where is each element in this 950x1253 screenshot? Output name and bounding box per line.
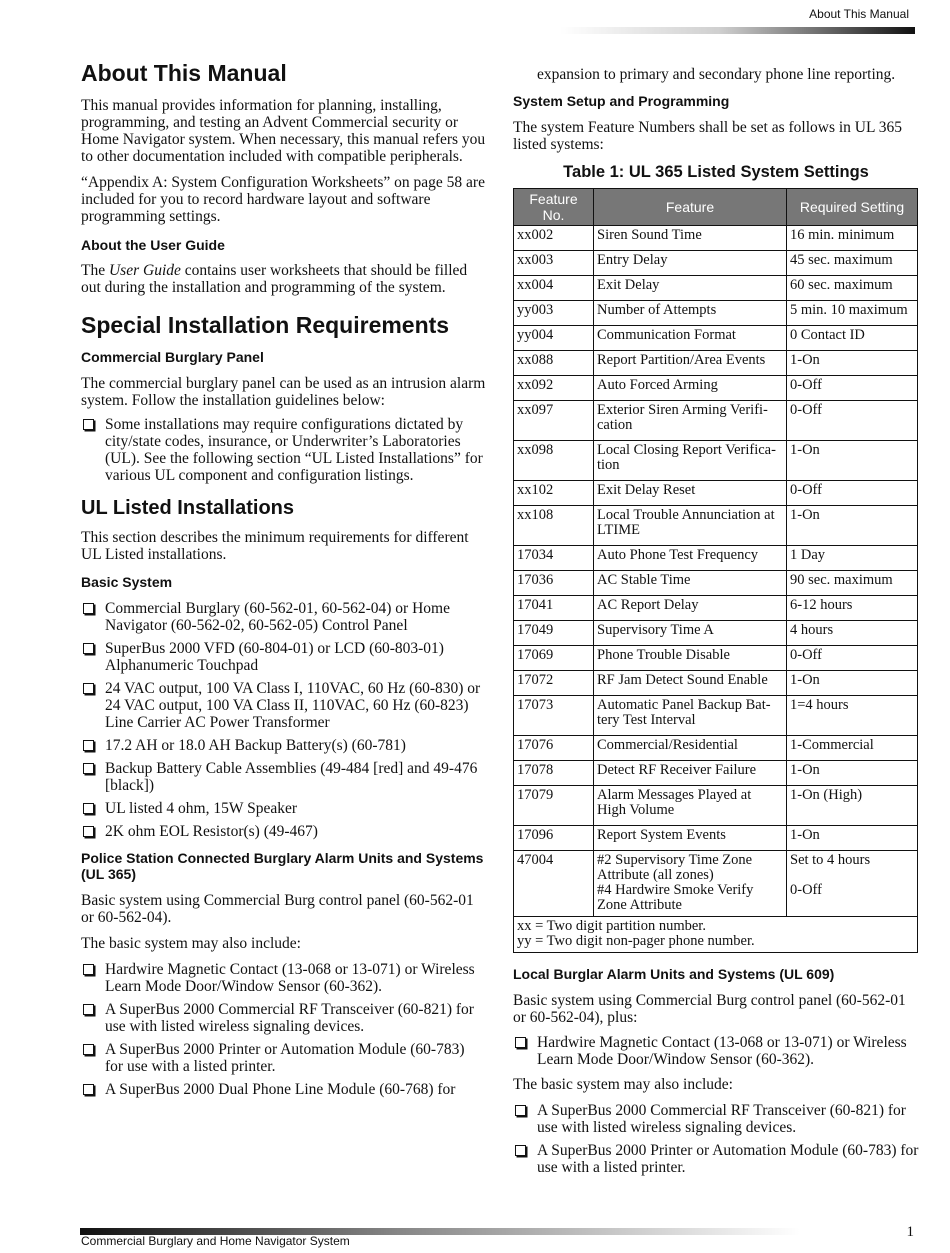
list-item-text: Some installations may require configurations dictated by city/state codes, insurance, or Underwriter’s Laboratories (UL). See the following section “UL Listed Installations” for various UL component and configuration listings.	[105, 415, 483, 484]
feature-no-cell: xx004	[514, 275, 594, 300]
table-row	[514, 735, 918, 760]
list-item	[81, 800, 486, 817]
checkbox-bullet-icon	[83, 803, 94, 814]
table-row	[514, 400, 918, 440]
running-head: About This Manual	[809, 7, 909, 21]
feature-no-cell: 17073	[514, 695, 594, 735]
table-row	[514, 620, 918, 645]
table-row	[514, 275, 918, 300]
local-paragraph-2: The basic system may also include:	[513, 1075, 733, 1093]
checkbox-bullet-icon	[83, 1044, 94, 1055]
setting-cell: 1-On	[787, 350, 918, 375]
feature-cell: #2 Supervisory Time Zone Attribute (all zones) #4 Hardwire Smoke Verify Zone Attribute	[594, 850, 787, 916]
feature-cell: Report Partition/Area Events	[594, 350, 787, 375]
police-list	[81, 961, 486, 1098]
table-row	[514, 250, 918, 275]
table-notes-row	[514, 916, 918, 952]
setting-cell: 1=4 hours	[787, 695, 918, 735]
table-row	[514, 325, 918, 350]
setting-cell: 1-On	[787, 670, 918, 695]
list-item-text: Hardwire Magnetic Contact (13-068 or 13-071) or Wireless Learn Mode Door/Window Sensor (60-362).	[105, 961, 475, 996]
feature-cell: Communication Format	[594, 325, 787, 350]
table-row	[514, 760, 918, 785]
table-row	[514, 300, 918, 325]
cbp-list	[81, 416, 486, 484]
setting-cell: 6-12 hours	[787, 595, 918, 620]
left-column	[81, 60, 486, 1104]
feature-cell: Detect RF Receiver Failure	[594, 760, 787, 785]
setup-heading: System Setup and Programming	[513, 93, 730, 109]
list-item	[81, 760, 486, 794]
table-row	[514, 570, 918, 595]
checkbox-bullet-icon	[83, 643, 94, 654]
feature-cell: Auto Phone Test Frequency	[594, 545, 787, 570]
feature-no-cell: 17034	[514, 545, 594, 570]
list-item	[513, 1102, 919, 1136]
local-paragraph-1: Basic system using Commercial Burg control panel (60-562-01 or 60-562-04), plus:	[513, 991, 906, 1026]
table-row	[514, 350, 918, 375]
police-paragraph-2: The basic system may also include:	[81, 935, 301, 953]
continued-text: expansion to primary and secondary phone line reporting.	[537, 66, 896, 83]
cbp-heading: Commercial Burglary Panel	[81, 348, 264, 365]
feature-cell: RF Jam Detect Sound Enable	[594, 670, 787, 695]
feature-no-cell: 17078	[514, 760, 594, 785]
table-row	[514, 825, 918, 850]
feature-cell: Alarm Messages Played at High Volume	[594, 785, 787, 825]
setting-cell: 0-Off	[787, 645, 918, 670]
feature-cell: Local Trouble Annunciation at LTIME	[594, 505, 787, 545]
about-title: About This Manual	[81, 60, 287, 86]
list-item	[81, 1081, 486, 1098]
checkbox-bullet-icon	[83, 419, 94, 430]
table-body	[514, 225, 918, 952]
checkbox-bullet-icon	[83, 1004, 94, 1015]
feature-cell: Report System Events	[594, 825, 787, 850]
setting-cell: 1-On	[787, 760, 918, 785]
list-item-text: A SuperBus 2000 Commercial RF Transceiver (60-821) for use with listed wireless signaling devices.	[105, 1001, 474, 1036]
checkbox-bullet-icon	[83, 1084, 94, 1095]
header-required-setting: Required Setting	[787, 188, 918, 225]
header-feature-no: Feature No.	[514, 188, 594, 225]
checkbox-bullet-icon	[83, 964, 94, 975]
footer-text: Commercial Burglary and Home Navigator System	[81, 1234, 350, 1248]
table-note: xx = Two digit partition number.	[517, 917, 706, 934]
setting-cell: 1-On (High)	[787, 785, 918, 825]
list-item	[81, 823, 486, 840]
table-row	[514, 695, 918, 735]
setting-cell: 45 sec. maximum	[787, 250, 918, 275]
setting-cell: 0-Off	[787, 480, 918, 505]
list-item-text: 17.2 AH or 18.0 AH Backup Battery(s) (60-781)	[105, 736, 406, 754]
checkbox-bullet-icon	[515, 1145, 526, 1156]
setting-cell: 90 sec. maximum	[787, 570, 918, 595]
table-row	[514, 440, 918, 480]
feature-cell: Commercial/Residential	[594, 735, 787, 760]
feature-no-cell: 47004	[514, 850, 594, 916]
table-row	[514, 645, 918, 670]
list-item-text: Hardwire Magnetic Contact (13-068 or 13-071) or Wireless Learn Mode Door/Window Sensor (60-362).	[537, 1033, 907, 1068]
table-title: Table 1: UL 365 Listed System Settings	[563, 162, 869, 181]
list-item-text: UL listed 4 ohm, 15W Speaker	[105, 799, 297, 817]
ul-title: UL Listed Installations	[81, 496, 294, 519]
user-guide-heading: About the User Guide	[81, 236, 225, 253]
setting-cell: 1-On	[787, 505, 918, 545]
setting-cell: 4 hours	[787, 620, 918, 645]
local-list-2	[513, 1102, 919, 1176]
list-item	[81, 680, 486, 731]
list-item-text: A SuperBus 2000 Commercial RF Transceiver (60-821) for use with listed wireless signaling devices.	[537, 1101, 906, 1136]
feature-no-cell: yy003	[514, 300, 594, 325]
checkbox-bullet-icon	[83, 740, 94, 751]
feature-cell: Local Closing Report Verifica- tion	[594, 440, 787, 480]
feature-no-cell: xx097	[514, 400, 594, 440]
setting-cell: 60 sec. maximum	[787, 275, 918, 300]
list-item	[81, 1001, 486, 1035]
feature-cell: Supervisory Time A	[594, 620, 787, 645]
cbp-paragraph: The commercial burglary panel can be used as an intrusion alarm system. Follow the installation guidelines below:	[81, 374, 486, 409]
ul-paragraph: This section describes the minimum requirements for different UL Listed installations.	[81, 528, 469, 563]
feature-cell: Exit Delay Reset	[594, 480, 787, 505]
about-paragraph-2: “Appendix A: System Configuration Worksheets” on page 58 are included for you to record hardware layout and software programming settings.	[81, 173, 485, 225]
list-item	[81, 600, 486, 634]
list-item-text: 24 VAC output, 100 VA Class I, 110VAC, 60 Hz (60-830) or 24 VAC output, 100 VA Class II, 110VAC, 60 Hz (60-823) Line Carrier AC Power Transformer	[105, 679, 481, 731]
feature-no-cell: yy004	[514, 325, 594, 350]
feature-no-cell: xx088	[514, 350, 594, 375]
feature-cell: Number of Attempts	[594, 300, 787, 325]
feature-no-cell: xx092	[514, 375, 594, 400]
checkbox-bullet-icon	[515, 1105, 526, 1116]
feature-cell: Siren Sound Time	[594, 225, 787, 250]
feature-no-cell: 17049	[514, 620, 594, 645]
list-item-text: Backup Battery Cable Assemblies (49-484 [red] and 49-476 [black])	[105, 759, 478, 794]
setting-cell: 1 Day	[787, 545, 918, 570]
list-item	[513, 1142, 919, 1176]
table-row	[514, 850, 918, 916]
page-number: 1	[906, 1224, 914, 1240]
basic-list	[81, 600, 486, 840]
feature-no-cell: xx102	[514, 480, 594, 505]
list-item	[81, 737, 486, 754]
checkbox-bullet-icon	[83, 763, 94, 774]
user-guide-emphasis: User Guide	[108, 262, 181, 280]
table-row	[514, 225, 918, 250]
feature-no-cell: xx002	[514, 225, 594, 250]
right-column	[513, 66, 919, 1182]
table-header-row	[514, 188, 918, 225]
list-item	[81, 640, 486, 674]
list-item	[81, 961, 486, 995]
list-item-text: A SuperBus 2000 Printer or Automation Module (60-783) for use with a listed printer.	[537, 1141, 919, 1176]
table-row	[514, 785, 918, 825]
setting-cell: 0-Off	[787, 400, 918, 440]
feature-no-cell: 17072	[514, 670, 594, 695]
setting-cell: Set to 4 hours 0-Off	[787, 850, 918, 916]
checkbox-bullet-icon	[83, 603, 94, 614]
user-guide-paragraph: The User Guide contains user worksheets that should be filled out during the installation and programming of the system.	[81, 262, 468, 297]
police-heading: Police Station Connected Burglary Alarm Units and Systems (UL 365)	[81, 849, 484, 883]
setting-cell: 5 min. 10 maximum	[787, 300, 918, 325]
table-row	[514, 480, 918, 505]
local-heading: Local Burglar Alarm Units and Systems (UL 609)	[513, 965, 835, 982]
feature-cell: Entry Delay	[594, 250, 787, 275]
list-item-text: Commercial Burglary (60-562-01, 60-562-04) or Home Navigator (60-562-02, 60-562-05) Control Panel	[105, 599, 450, 634]
feature-no-cell: 17076	[514, 735, 594, 760]
setting-cell: 0-Off	[787, 375, 918, 400]
feature-no-cell: 17096	[514, 825, 594, 850]
feature-no-cell: 17041	[514, 595, 594, 620]
setting-cell: 16 min. minimum	[787, 225, 918, 250]
list-item-text: 2K ohm EOL Resistor(s) (49-467)	[105, 822, 318, 840]
feature-cell: Exterior Siren Arming Verifi- cation	[594, 400, 787, 440]
basic-heading: Basic System	[81, 573, 173, 590]
setting-cell: 0 Contact ID	[787, 325, 918, 350]
list-item-text: A SuperBus 2000 Printer or Automation Module (60-783) for use with a listed printer.	[105, 1041, 465, 1076]
police-paragraph-1: Basic system using Commercial Burg control panel (60-562-01 or 60-562-04).	[81, 892, 474, 927]
list-item-text: SuperBus 2000 VFD (60-804-01) or LCD (60-803-01) Alphanumeric Touchpad	[105, 639, 444, 674]
header-feature: Feature	[594, 188, 787, 225]
feature-cell: Automatic Panel Backup Bat- tery Test Interval	[594, 695, 787, 735]
list-item	[513, 1034, 919, 1068]
about-paragraph-1: This manual provides information for planning, installing, programming, and testing an Advent Commercial security or Home Navigator system. When necessary, this manual refers you to other documentation included with compatible peripherals.	[81, 96, 486, 165]
table-row	[514, 505, 918, 545]
checkbox-bullet-icon	[83, 826, 94, 837]
feature-no-cell: xx098	[514, 440, 594, 480]
table-note: yy = Two digit non-pager phone number.	[517, 932, 755, 949]
special-title: Special Installation Requirements	[81, 312, 450, 339]
feature-cell: Phone Trouble Disable	[594, 645, 787, 670]
list-item-text: A SuperBus 2000 Dual Phone Line Module (60-768) for	[105, 1081, 456, 1099]
feature-cell: AC Stable Time	[594, 570, 787, 595]
table-row	[514, 670, 918, 695]
setting-cell: 1-On	[787, 440, 918, 480]
feature-no-cell: 17069	[514, 645, 594, 670]
table-row	[514, 595, 918, 620]
table-row	[514, 545, 918, 570]
settings-table	[513, 188, 918, 953]
table-row	[514, 375, 918, 400]
checkbox-bullet-icon	[83, 683, 94, 694]
checkbox-bullet-icon	[515, 1037, 526, 1048]
local-list-1	[513, 1034, 919, 1068]
setup-paragraph: The system Feature Numbers shall be set as follows in UL 365 listed systems:	[513, 118, 903, 153]
setting-cell: 1-On	[787, 825, 918, 850]
setting-cell: 1-Commercial	[787, 735, 918, 760]
feature-no-cell: xx108	[514, 505, 594, 545]
list-item	[81, 1041, 486, 1075]
header-rule	[560, 27, 915, 34]
feature-no-cell: xx003	[514, 250, 594, 275]
feature-no-cell: 17036	[514, 570, 594, 595]
list-item	[81, 416, 486, 484]
feature-cell: Exit Delay	[594, 275, 787, 300]
feature-cell: Auto Forced Arming	[594, 375, 787, 400]
feature-cell: AC Report Delay	[594, 595, 787, 620]
feature-no-cell: 17079	[514, 785, 594, 825]
